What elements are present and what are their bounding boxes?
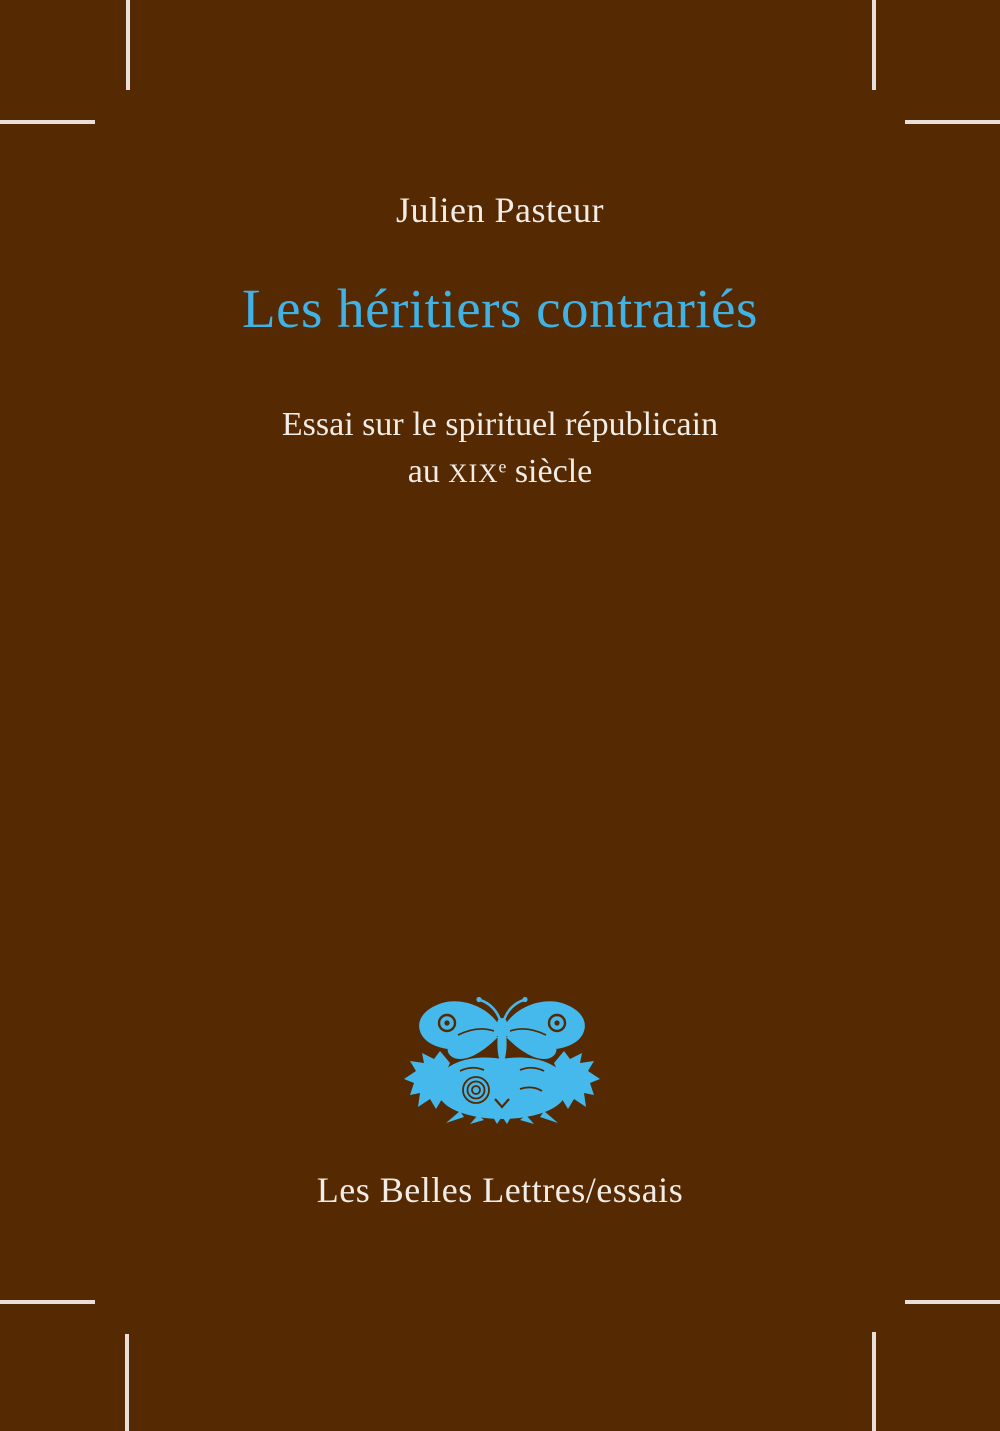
author-name: Julien Pasteur <box>396 190 604 230</box>
crop-mark-top-right-vertical <box>872 0 876 90</box>
crop-mark-bottom-left-horizontal <box>0 1300 95 1304</box>
subtitle-line-2-prefix: au <box>407 453 449 490</box>
crop-mark-top-left-vertical <box>126 0 130 90</box>
publisher-emblem-icon <box>400 993 604 1125</box>
publisher-imprint: Les Belles Lettres/essais <box>316 1170 684 1210</box>
subtitle-line-2 <box>0 448 1000 497</box>
crop-mark-top-right-horizontal <box>905 120 1000 124</box>
subtitle-roman-numeral: XIX <box>448 458 499 488</box>
subtitle <box>0 401 1000 497</box>
crop-mark-top-left-horizontal <box>0 120 95 124</box>
crop-mark-bottom-right-horizontal <box>905 1300 1000 1304</box>
crop-mark-bottom-right-vertical <box>872 1332 876 1431</box>
subtitle-line-2-suffix: siècle <box>506 453 593 490</box>
subtitle-ordinal-superscript: e <box>498 456 507 477</box>
crop-mark-bottom-left-vertical <box>125 1334 129 1431</box>
book-title: Les héritiers contrariés <box>242 278 758 339</box>
subtitle-line-1: Essai sur le spirituel républicain <box>281 406 719 443</box>
